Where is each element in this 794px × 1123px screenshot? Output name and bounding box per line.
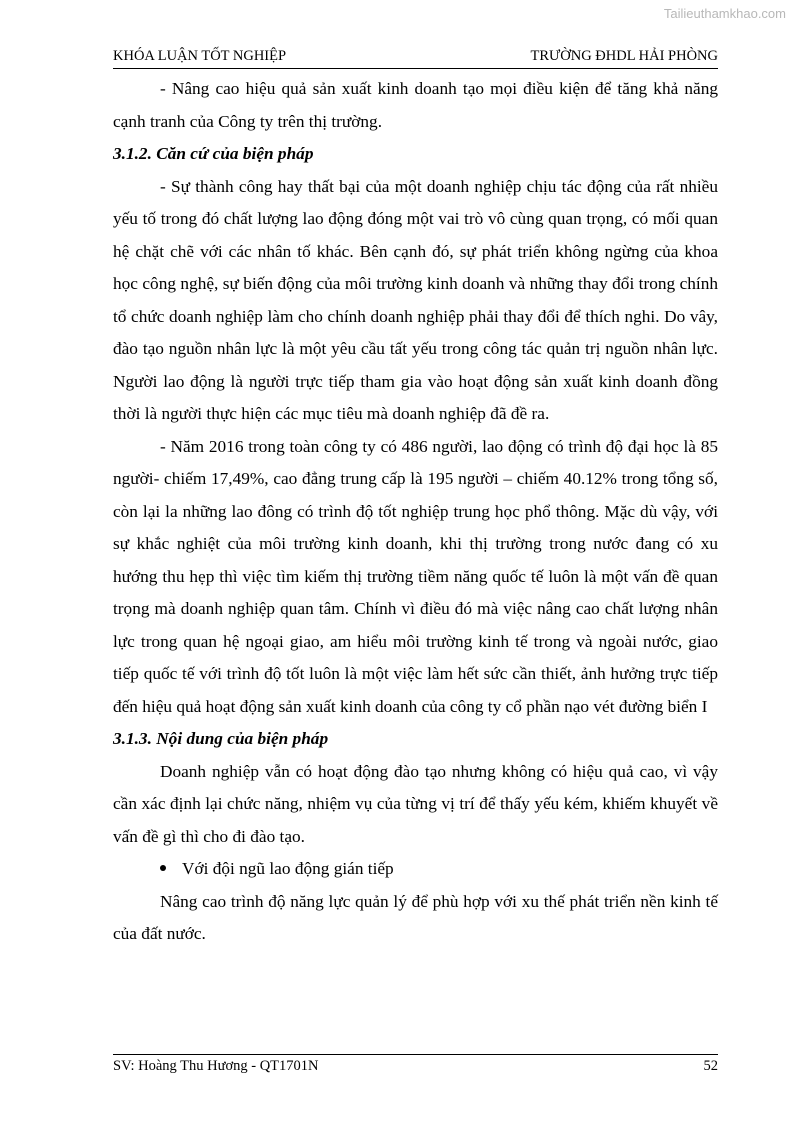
paragraph-3-1-3-a: Doanh nghiệp vẫn có hoạt động đào tạo nhưng không có hiệu quả cao, vì vậy cần xác định lại chức năng, nhiệm vụ của từng vị trí để thấy yếu kém, khiếm khuyết về vấn đề gì thì cho đi đào tạo.	[113, 761, 718, 846]
page-number: 52	[703, 1058, 718, 1074]
bullet-item-text: Với đội ngũ lao động gián tiếp	[182, 859, 394, 878]
paragraph-3-1-3-b: Nâng cao trình độ năng lực quản lý để phù hợp với xu thế phát triển nền kinh tế của đất nước.	[113, 891, 718, 943]
header-right: TRƯỜNG ĐHDL HẢI PHÒNG	[530, 48, 718, 64]
section-heading-3-1-3: 3.1.3. Nội dung của biện pháp	[113, 729, 329, 748]
paragraph-intro: - Nâng cao hiệu quả sản xuất kinh doanh tạo mọi điều kiện để tăng khả năng cạnh tranh của Công ty trên thị trường.	[113, 79, 718, 131]
header-left: KHÓA LUẬN TỐT NGHIỆP	[113, 48, 287, 64]
page-footer	[113, 1054, 718, 1075]
paragraph-3-1-2-b: - Năm 2016 trong toàn công ty có 486 người, lao động có trình độ đại học là 85 người- chiếm 17,49%, cao đẳng trung cấp là 195 người – chiếm 40.12% trong tổng số, còn lại la những lao đông có trình độ tốt nghiệp trung học phổ thông. Mặc dù vậy, với sự khắc nghiệt của môi trường kinh doanh, khi thị trường trong nước đang có xu hướng thu hẹp thì việc tìm kiếm thị trường tiềm năng quốc tế luôn là một vấn đề quan trọng mà doanh nghiệp quan tâm. Chính vì điều đó mà việc nâng cao chất lượng nhân lực trong quan hệ ngoại giao, am hiểu môi trường kinh tế trong và ngoài nước, giao tiếp quốc tế với trình độ tốt luôn là một việc làm hết sức cần thiết, ảnh hưởng trực tiếp đến hiệu quả hoạt động sản xuất kinh doanh của công ty cổ phần nạo vét đường biển I	[113, 436, 718, 716]
watermark: Tailieuthamkhao.com	[663, 6, 786, 21]
page-header	[113, 48, 718, 69]
bullet-item	[113, 853, 718, 886]
section-heading-3-1-2: 3.1.2. Căn cứ của biện pháp	[113, 144, 314, 163]
bullet-dot-icon	[160, 865, 166, 871]
footer-author: SV: Hoàng Thu Hương - QT1701N	[113, 1058, 319, 1074]
page-content	[113, 73, 718, 951]
paragraph-3-1-2-a: - Sự thành công hay thất bại của một doanh nghiệp chịu tác động của rất nhiều yếu tố trong đó chất lượng lao động đóng một vai trò vô cùng quan trọng, có mối quan hệ chặt chẽ với các nhân tố khác. Bên cạnh đó, sự phát triển không ngừng của khoa học công nghệ, sự biến động của môi trường kinh doanh và những thay đổi trong chính tổ chức doanh nghiệp làm cho chính doanh nghiệp phải thay đổi để thích nghi. Do vây, đào tạo nguồn nhân lực là một yêu cầu tất yếu trong công tác quản trị nguồn nhân lực. Người lao động là người trực tiếp tham gia vào hoạt động sản xuất kinh doanh đồng thời là người thực hiện các mục tiêu mà doanh nghiệp đã đề ra.	[113, 176, 718, 423]
